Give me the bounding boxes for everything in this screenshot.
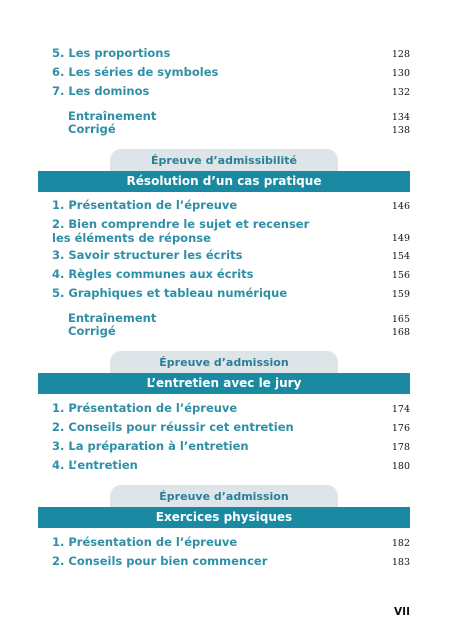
toc-entry-label: 5. Les proportions (52, 46, 171, 60)
page-folio: VII (394, 606, 410, 618)
toc-entry-page: 174 (391, 404, 410, 415)
toc-entry-page: 128 (391, 49, 410, 60)
toc-entry-page: 138 (391, 125, 410, 136)
toc-entry-page: 132 (391, 87, 410, 98)
toc-entry-page: 180 (391, 461, 410, 472)
toc-entry-page: 146 (391, 201, 410, 212)
section-title-bar: L’entretien avec le jury (38, 373, 410, 394)
toc-entry-page: 130 (391, 68, 410, 79)
toc-entry-label: Corrigé (68, 122, 116, 136)
toc-entry-label: 2. Conseils pour réussir cet entretien (52, 420, 294, 434)
section-title-bar: Exercices physiques (38, 507, 410, 528)
toc-entry-page: 176 (391, 423, 410, 434)
toc-entry-label: 1. Présentation de l’épreuve (52, 535, 238, 549)
toc-entry-page: 182 (391, 538, 410, 549)
toc-entry-label: 4. Règles communes aux écrits (52, 267, 254, 281)
toc-entry-page: 149 (391, 233, 410, 244)
toc-entry-label: Corrigé (68, 324, 116, 338)
toc-entry-label: Entraînement (68, 109, 157, 123)
toc-entry-page: 156 (391, 270, 410, 281)
toc-entry-page: 183 (391, 557, 410, 568)
toc-entry-page: 159 (391, 289, 410, 300)
section-epreuve-tab: Épreuve d’admission (110, 351, 338, 373)
toc-entry-page: 165 (391, 314, 410, 325)
toc-entry-page: 178 (391, 442, 410, 453)
section-epreuve-tab: Épreuve d’admissibilité (110, 149, 338, 171)
toc-entry-label: 5. Graphiques et tableau numérique (52, 286, 288, 300)
toc-entry-label: 7. Les dominos (52, 84, 150, 98)
toc-entry-page: 168 (391, 327, 410, 338)
toc-entry-label: 3. La préparation à l’entretien (52, 439, 249, 453)
toc-entry-label: 4. L’entretien (52, 458, 138, 472)
section-title-bar: Résolution d’un cas pratique (38, 171, 410, 192)
toc-entry-page: 134 (391, 112, 410, 123)
toc-entry-label: 6. Les séries de symboles (52, 65, 219, 79)
toc-entry-label: 1. Présentation de l’épreuve (52, 401, 238, 415)
toc-entry-label: 2. Conseils pour bien commencer (52, 554, 268, 568)
section-epreuve-tab: Épreuve d’admission (110, 485, 338, 507)
toc-entry-page: 154 (391, 251, 410, 262)
toc-entry-label: 2. Bien comprendre le sujet et recenser les éléments de réponse (52, 217, 310, 245)
toc-entry-label: 3. Savoir structurer les écrits (52, 248, 243, 262)
toc-entry-label: Entraînement (68, 311, 157, 325)
toc-entry-label: 1. Présentation de l’épreuve (52, 198, 238, 212)
